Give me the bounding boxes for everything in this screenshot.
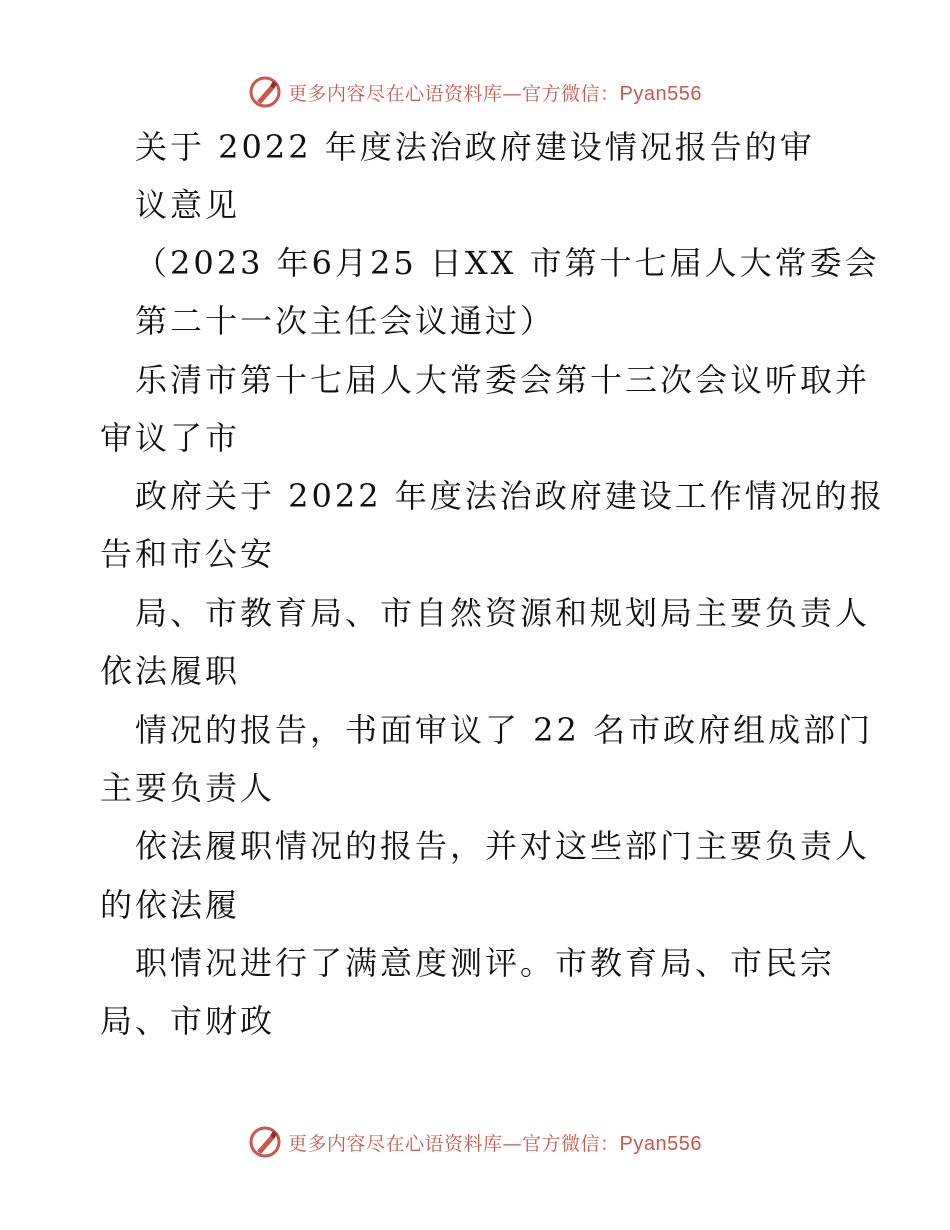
text-line: 审议了市 bbox=[100, 419, 241, 457]
text-line: 依法履职情况的报告，并对这些部门主要负责人 bbox=[135, 827, 871, 865]
text-line: 局、市教育局、市自然资源和规划局主要负责人 bbox=[135, 594, 871, 632]
watermark-wechat-id: Pyan556 bbox=[619, 82, 702, 105]
watermark-footer bbox=[0, 1122, 950, 1162]
watermark-caption: 更多内容尽在心语资料库—官方微信： bbox=[288, 1132, 620, 1155]
text-line: 的依法履 bbox=[100, 886, 241, 924]
watermark-header bbox=[0, 72, 950, 112]
pen-logo-icon bbox=[248, 1125, 282, 1159]
text-line: 政府关于 2022 年度法治政府建设工作情况的报 bbox=[135, 477, 885, 515]
text-line: 依法履职 bbox=[100, 652, 241, 690]
text-line: 主要负责人 bbox=[100, 769, 276, 807]
text-line: 关于 2022 年度法治政府建设情况报告的审 bbox=[135, 128, 815, 166]
pen-logo-icon bbox=[248, 75, 282, 109]
text-line: （2023 年6月25 日XX 市第十七届人大常委会 bbox=[135, 244, 880, 282]
watermark-text bbox=[288, 1129, 702, 1156]
text-line: 局、市财政 bbox=[100, 1002, 276, 1040]
watermark-wechat-id: Pyan556 bbox=[619, 1132, 702, 1155]
text-line: 情况的报告，书面审议了 22 名市政府组成部门 bbox=[135, 711, 874, 749]
text-line: 告和市公安 bbox=[100, 535, 276, 573]
text-line: 乐清市第十七届人大常委会第十三次会议听取并 bbox=[135, 361, 871, 399]
text-line: 职情况进行了满意度测评。市教育局、市民宗 bbox=[135, 944, 836, 982]
watermark-text bbox=[288, 79, 702, 106]
text-line: 第二十一次主任会议通过） bbox=[135, 302, 556, 340]
watermark-caption: 更多内容尽在心语资料库—官方微信： bbox=[288, 82, 620, 105]
text-line: 议意见 bbox=[135, 186, 241, 224]
